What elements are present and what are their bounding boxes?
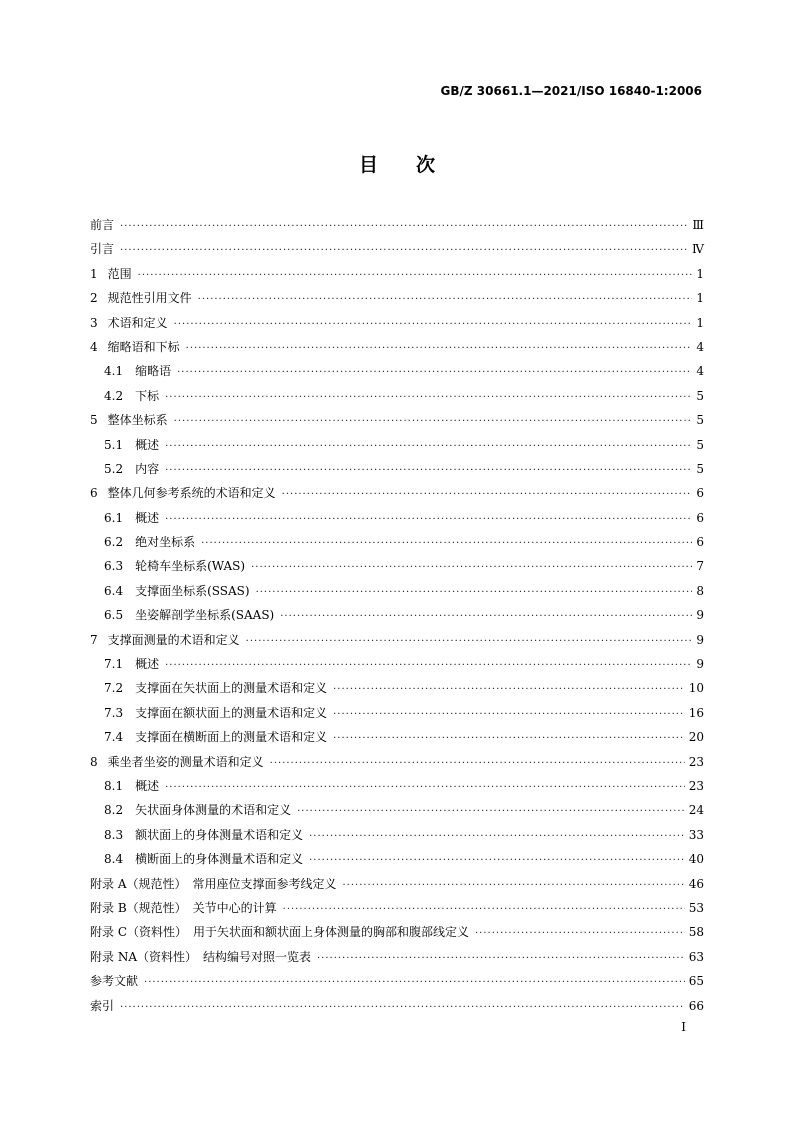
toc-entry-title: 绝对坐标系 <box>135 535 196 550</box>
toc-entry-title: 缩略语 <box>135 364 172 379</box>
toc-entry-title: 附录 B（规范性） 关节中心的计算 <box>90 900 277 915</box>
toc-dot-leader <box>246 636 693 647</box>
toc-dot-leader <box>251 562 692 573</box>
toc-entry[interactable] <box>90 850 704 874</box>
toc-dot-leader <box>309 831 685 842</box>
toc-entry[interactable] <box>90 899 704 923</box>
toc-entry-page: 23 <box>688 754 704 769</box>
toc-entry[interactable] <box>90 997 704 1021</box>
table-of-contents <box>90 216 704 1021</box>
toc-entry-page: 6 <box>696 535 704 550</box>
toc-entry[interactable] <box>90 606 704 630</box>
toc-dot-leader <box>165 782 685 793</box>
toc-dot-leader <box>198 294 693 305</box>
toc-entry-number: 6 <box>90 486 98 501</box>
toc-dot-leader <box>165 465 692 476</box>
toc-entry-title: 下标 <box>135 388 160 403</box>
toc-entry-title: 支撑面测量的术语和定义 <box>107 632 240 647</box>
toc-entry-title: 概述 <box>135 437 160 452</box>
toc-entry-number: 8.1 <box>104 778 124 793</box>
toc-entry[interactable] <box>90 240 704 264</box>
toc-entry-page: 63 <box>688 949 704 964</box>
toc-entry-title: 概述 <box>135 657 160 672</box>
toc-entry-number: 8.2 <box>104 803 124 818</box>
toc-entry-title: 范围 <box>107 266 132 281</box>
toc-dot-leader <box>165 392 692 403</box>
toc-entry[interactable] <box>90 679 704 703</box>
toc-entry-title: 乘坐者坐姿的测量术语和定义 <box>107 754 264 769</box>
toc-entry-title: 参考文献 <box>90 974 139 989</box>
toc-entry-number: 6.4 <box>104 583 124 598</box>
toc-entry-title: 规范性引用文件 <box>107 291 192 306</box>
page-number: I <box>681 1020 686 1034</box>
toc-dot-leader <box>144 977 685 988</box>
toc-dot-leader <box>280 611 692 622</box>
toc-dot-leader <box>174 319 693 330</box>
toc-entry[interactable] <box>90 338 704 362</box>
toc-entry-title: 整体几何参考系统的术语和定义 <box>107 486 276 501</box>
toc-dot-leader <box>186 343 693 354</box>
toc-dot-leader <box>309 855 685 866</box>
toc-entry-number: 8.4 <box>104 852 124 867</box>
toc-entry-title: 术语和定义 <box>107 315 168 330</box>
toc-entry-number: 5.2 <box>104 461 124 476</box>
toc-entry[interactable] <box>90 948 704 972</box>
toc-entry[interactable] <box>90 728 704 752</box>
toc-dot-leader <box>201 538 692 549</box>
toc-entry-title: 引言 <box>90 242 115 257</box>
toc-dot-leader <box>333 733 685 744</box>
toc-entry[interactable] <box>90 631 704 655</box>
toc-dot-leader <box>177 367 692 378</box>
toc-entry-number: 1 <box>90 266 98 281</box>
toc-entry-number: 3 <box>90 315 98 330</box>
toc-dot-leader <box>138 270 693 281</box>
toc-entry-title: 内容 <box>135 461 160 476</box>
toc-entry[interactable] <box>90 387 704 411</box>
toc-entry-title: 缩略语和下标 <box>107 339 180 354</box>
toc-entry-number: 6.2 <box>104 535 124 550</box>
toc-entry[interactable] <box>90 582 704 606</box>
toc-entry-page: 33 <box>688 827 704 842</box>
toc-entry[interactable] <box>90 753 704 777</box>
toc-entry-page: 58 <box>688 925 704 940</box>
toc-entry-page: 66 <box>688 998 704 1013</box>
toc-entry-title: 矢状面身体测量的术语和定义 <box>135 803 292 818</box>
toc-entry-page: 16 <box>688 705 704 720</box>
toc-entry[interactable] <box>90 704 704 728</box>
toc-entry-page: 9 <box>696 608 704 623</box>
toc-entry[interactable] <box>90 777 704 801</box>
toc-entry[interactable] <box>90 460 704 484</box>
toc-entry-number: 4.1 <box>104 364 124 379</box>
toc-dot-leader <box>282 489 693 500</box>
toc-entry[interactable] <box>90 557 704 581</box>
toc-entry-page: 20 <box>688 730 704 745</box>
toc-entry-number: 7.3 <box>104 705 124 720</box>
toc-entry[interactable] <box>90 484 704 508</box>
toc-entry-page: 4 <box>696 339 704 354</box>
toc-entry-title: 支撑面在横断面上的测量术语和定义 <box>135 730 328 745</box>
toc-entry-title: 附录 A（规范性） 常用座位支撑面参考线定义 <box>90 876 337 891</box>
toc-entry[interactable] <box>90 826 704 850</box>
toc-entry-number: 7.2 <box>104 681 124 696</box>
toc-entry[interactable] <box>90 923 704 947</box>
toc-dot-leader <box>174 416 693 427</box>
toc-entry-page: 10 <box>688 681 704 696</box>
toc-entry-page: Ⅳ <box>692 242 704 257</box>
toc-entry-page: 4 <box>696 364 704 379</box>
toc-entry-page: 5 <box>696 413 704 428</box>
toc-entry-number: 6.1 <box>104 510 124 525</box>
toc-entry[interactable] <box>90 436 704 460</box>
toc-entry-page: 53 <box>688 900 704 915</box>
toc-dot-leader <box>165 660 692 671</box>
toc-dot-leader <box>333 709 685 720</box>
toc-dot-leader <box>120 221 688 232</box>
toc-entry-number: 7 <box>90 632 98 647</box>
toc-entry[interactable] <box>90 265 704 289</box>
toc-entry[interactable] <box>90 801 704 825</box>
toc-entry[interactable] <box>90 533 704 557</box>
toc-entry[interactable] <box>90 655 704 679</box>
toc-entry-page: 5 <box>696 461 704 476</box>
toc-entry-page: 5 <box>696 437 704 452</box>
toc-entry[interactable] <box>90 411 704 435</box>
toc-entry-title: 整体坐标系 <box>107 413 168 428</box>
toc-dot-leader <box>120 245 688 256</box>
toc-dot-leader <box>475 928 685 939</box>
toc-entry-title: 额状面上的身体测量术语和定义 <box>135 827 304 842</box>
toc-dot-leader <box>283 904 685 915</box>
toc-entry-number: 6.5 <box>104 608 124 623</box>
toc-entry[interactable] <box>90 362 704 386</box>
toc-entry-number: 8.3 <box>104 827 124 842</box>
standard-code: GB/Z 30661.1—2021/ISO 16840-1:2006 <box>440 84 702 98</box>
toc-dot-leader <box>256 587 693 598</box>
toc-entry-page: Ⅲ <box>692 218 704 232</box>
toc-entry-number: 4.2 <box>104 388 124 403</box>
toc-dot-leader <box>342 880 684 891</box>
toc-entry-title: 概述 <box>135 778 160 793</box>
toc-entry-title: 支撑面在矢状面上的测量术语和定义 <box>135 681 328 696</box>
toc-entry-page: 8 <box>696 583 704 598</box>
toc-entry-page: 7 <box>696 559 704 574</box>
toc-entry-number: 7.4 <box>104 730 124 745</box>
toc-entry-title: 支撑面在额状面上的测量术语和定义 <box>135 705 328 720</box>
toc-entry-title: 坐姿解剖学坐标系(SAAS) <box>135 608 275 623</box>
toc-entry-title: 轮椅车坐标系(WAS) <box>135 559 246 574</box>
toc-entry[interactable] <box>90 509 704 533</box>
toc-entry-number: 4 <box>90 339 98 354</box>
toc-entry-number: 8 <box>90 754 98 769</box>
toc-entry-title: 索引 <box>90 998 115 1013</box>
toc-entry-title: 概述 <box>135 510 160 525</box>
toc-entry[interactable] <box>90 289 704 313</box>
toc-entry-page: 6 <box>696 510 704 525</box>
toc-entry-number: 5.1 <box>104 437 124 452</box>
toc-entry-page: 65 <box>688 974 704 989</box>
toc-entry-title: 附录 NA（资料性） 结构编号对照一览表 <box>90 949 311 964</box>
toc-entry[interactable] <box>90 314 704 338</box>
toc-entry-page: 40 <box>688 852 704 867</box>
toc-entry-page: 1 <box>696 315 704 330</box>
toc-dot-leader <box>270 758 685 769</box>
toc-dot-leader <box>165 441 692 452</box>
toc-entry-title: 支撑面坐标系(SSAS) <box>135 583 250 598</box>
page-title: 目 次 <box>358 154 435 176</box>
toc-entry[interactable] <box>90 972 704 996</box>
toc-dot-leader <box>317 953 685 964</box>
toc-entry-number: 6.3 <box>104 559 124 574</box>
toc-entry-number: 7.1 <box>104 657 124 672</box>
toc-entry-page: 1 <box>696 266 704 281</box>
toc-entry-page: 46 <box>688 876 704 891</box>
toc-dot-leader <box>297 806 685 817</box>
toc-entry-number: 2 <box>90 291 98 306</box>
toc-entry-page: 24 <box>688 803 704 818</box>
toc-entry-title: 附录 C（资料性） 用于矢状面和额状面上身体测量的胸部和腹部线定义 <box>90 925 469 940</box>
toc-entry-page: 23 <box>688 778 704 793</box>
toc-entry-page: 9 <box>696 632 704 647</box>
toc-entry-number: 5 <box>90 413 98 428</box>
toc-entry-page: 6 <box>696 486 704 501</box>
toc-entry-title: 前言 <box>90 218 115 232</box>
toc-entry-page: 5 <box>696 388 704 403</box>
toc-entry[interactable] <box>90 216 704 240</box>
toc-entry[interactable] <box>90 875 704 899</box>
toc-dot-leader <box>165 514 692 525</box>
toc-entry-page: 1 <box>696 291 704 306</box>
toc-entry-title: 横断面上的身体测量术语和定义 <box>135 852 304 867</box>
toc-dot-leader <box>333 684 685 695</box>
toc-entry-page: 9 <box>696 657 704 672</box>
toc-dot-leader <box>120 1002 685 1013</box>
